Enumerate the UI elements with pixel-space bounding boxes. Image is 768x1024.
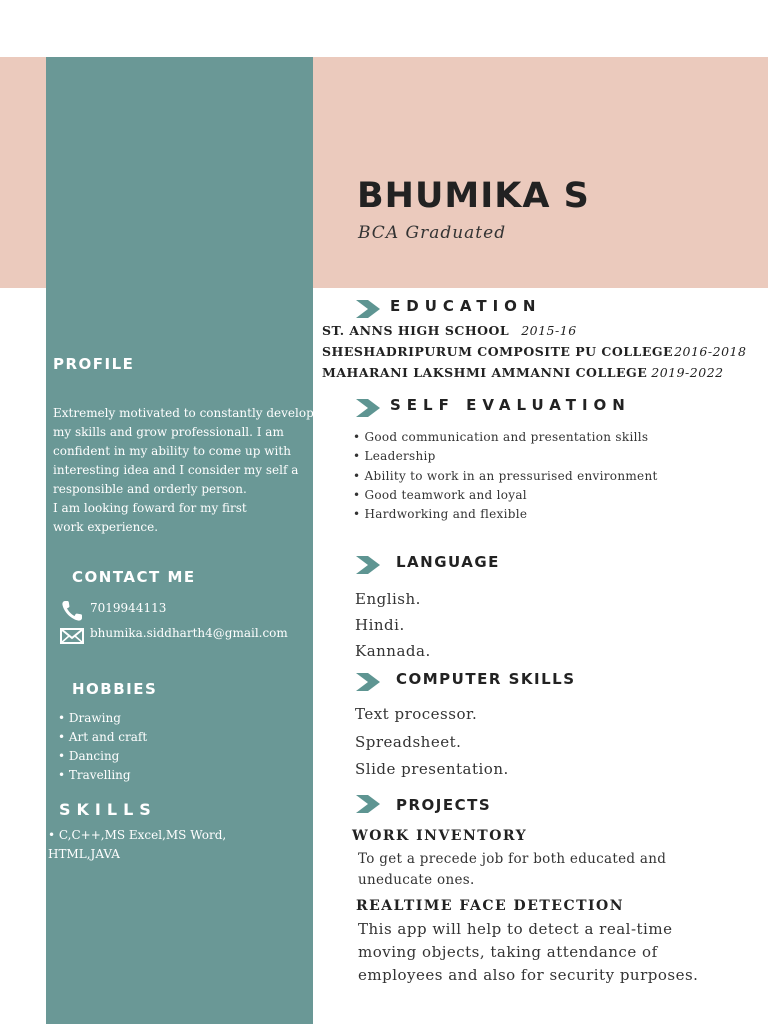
skills-text	[48, 826, 226, 864]
language-list	[355, 586, 431, 664]
list-item: Spreadsheet.	[355, 732, 462, 751]
list-item: English.	[355, 590, 421, 608]
project-description	[358, 849, 666, 891]
profile-line: confident in my ability to come up with	[53, 444, 291, 458]
project-title: WORK INVENTORY	[352, 828, 528, 844]
self-evaluation-list	[353, 428, 658, 524]
chevron-right-icon	[356, 795, 380, 813]
hobby-item: • Travelling	[58, 768, 131, 782]
skills-line: HTML,JAVA	[48, 847, 120, 861]
list-item: Hindi.	[355, 616, 405, 634]
education-row	[322, 365, 724, 380]
education-row	[322, 344, 746, 359]
sidebar-panel	[46, 57, 313, 1024]
project-line: To get a precede job for both educated and	[358, 851, 667, 867]
chevron-right-icon	[356, 556, 380, 574]
list-item: Slide presentation.	[355, 760, 509, 778]
language-heading: LANGUAGE	[396, 553, 500, 571]
computer-skills-list	[355, 701, 509, 784]
chevron-right-icon	[356, 300, 380, 318]
profile-heading: PROFILE	[53, 355, 135, 373]
school-name: SHESHADRIPURUM COMPOSITE PU COLLEGE	[322, 344, 674, 359]
project-line: moving objects, taking attendance of	[358, 943, 658, 961]
chevron-right-icon	[356, 673, 380, 691]
contact-heading: CONTACT ME	[72, 568, 196, 586]
projects-heading: PROJECTS	[396, 796, 492, 814]
profile-line: I am looking foward for my first	[53, 501, 247, 515]
project-title: REALTIME FACE DETECTION	[356, 898, 625, 914]
list-item: • Good teamwork and loyal	[353, 487, 527, 502]
hobby-item: • Art and craft	[58, 730, 148, 744]
computer-skills-heading: COMPUTER SKILLS	[396, 670, 576, 688]
hobbies-list	[58, 709, 147, 785]
list-item: Kannada.	[355, 642, 431, 660]
self-evaluation-heading: SELF EVALUATION	[390, 396, 631, 414]
project-line: This app will help to detect a real-time	[358, 920, 673, 938]
project-line: employees and also for security purposes.	[358, 966, 699, 984]
phone-icon	[60, 599, 84, 623]
school-years: 2016-2018	[674, 344, 747, 359]
email-address[interactable]: bhumika.siddharth4@gmail.com	[90, 626, 288, 640]
profile-line: my skills and grow professionall. I am	[53, 425, 284, 439]
project-description	[358, 918, 698, 987]
education-heading: EDUCATION	[390, 297, 542, 315]
envelope-icon	[60, 627, 84, 645]
hobby-item: • Dancing	[58, 749, 120, 763]
list-item: • Leadership	[353, 449, 436, 464]
candidate-name: BHUMIKA S	[357, 176, 590, 216]
list-item: • Good communication and presentation skills	[353, 430, 649, 444]
list-item: Text processor.	[355, 705, 478, 723]
skills-heading: SKILLS	[59, 800, 157, 819]
hobby-item: • Drawing	[58, 711, 121, 725]
candidate-title: BCA Graduated	[358, 223, 507, 243]
school-name: ST. ANNS HIGH SCHOOL	[322, 323, 510, 338]
profile-line: Extremely motivated to constantly develop	[53, 406, 314, 420]
project-line: uneducate ones.	[358, 872, 475, 888]
school-years: 2015-16	[521, 323, 577, 338]
skills-line: • C,C++,MS Excel,MS Word,	[48, 828, 227, 842]
list-item: • Hardworking and flexible	[353, 507, 528, 522]
profile-text	[53, 404, 314, 537]
chevron-right-icon	[356, 399, 380, 417]
profile-line: work experience.	[53, 520, 159, 534]
list-item: • Ability to work in an pressurised environment	[353, 468, 658, 483]
school-name: MAHARANI LAKSHMI AMMANNI COLLEGE	[322, 365, 648, 380]
phone-number[interactable]: 7019944113	[90, 601, 167, 615]
profile-line: interesting idea and I consider my self a	[53, 463, 299, 477]
school-years: 2019-2022	[651, 365, 724, 380]
education-row	[322, 323, 577, 338]
hobbies-heading: HOBBIES	[72, 680, 158, 698]
profile-line: responsible and orderly person.	[53, 482, 247, 496]
